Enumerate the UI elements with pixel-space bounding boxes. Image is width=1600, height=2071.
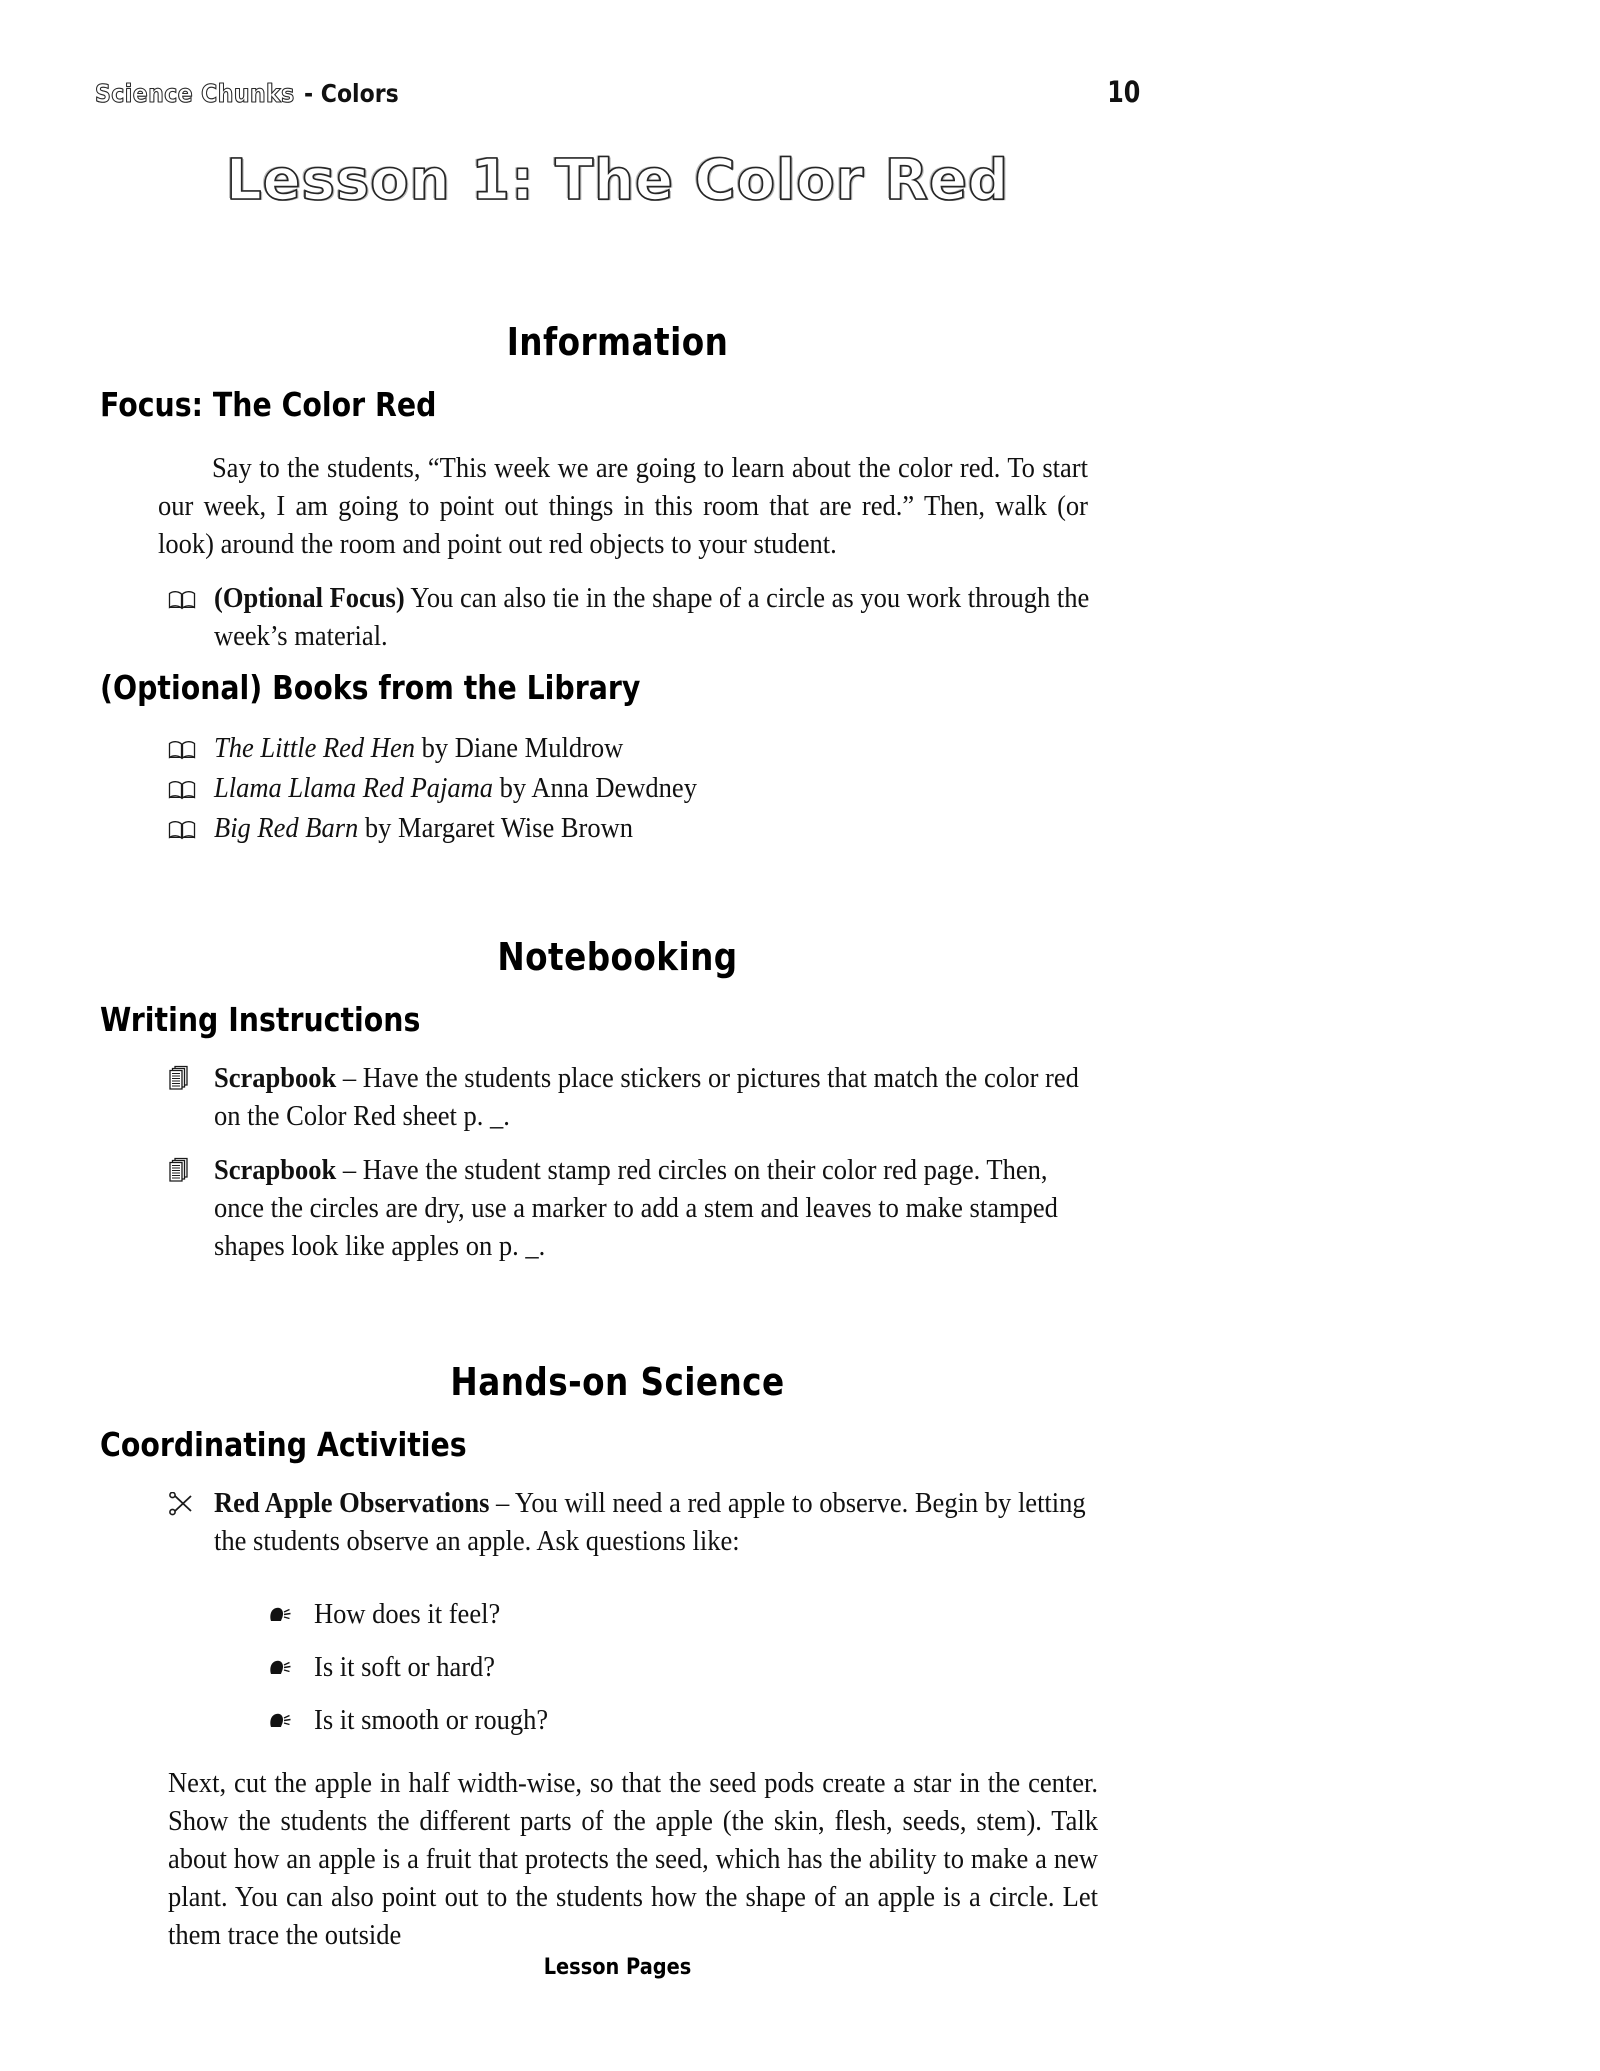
brand-subtitle: - Colors [303,79,399,108]
speaking-head-icon-svg [268,1658,294,1680]
speaking-head-icon [268,1649,314,1687]
library-book-item [168,810,1168,848]
library-book-text [214,810,1101,848]
section-heading-notebooking: Notebooking [497,935,738,979]
notebooking-item [168,1060,1168,1136]
brand-name: Science Chunks [95,79,295,108]
notebooking-item [168,1152,1168,1266]
question-item [268,1702,1168,1740]
book-title: The Little Red Hen [214,733,415,764]
book-title: Llama Llama Red Pajama [214,773,494,804]
question-item-text: Is it soft or hard? [314,1652,496,1683]
question-item-text: How does it feel? [314,1599,501,1630]
speaking-head-icon [268,1702,314,1740]
notebooking-item-label: Scrapbook [214,1063,337,1094]
activity-item-text [214,1485,1101,1561]
library-book-item [168,730,1168,768]
open-book-icon-svg [168,819,196,841]
section-heading-information: Information [506,320,729,364]
page-footer: Lesson Pages [543,1955,692,1980]
question-item [268,1649,1168,1687]
lesson-title: Lesson 1: The Color Red [225,148,1010,213]
stacked-pages-icon-svg [168,1065,192,1091]
notebooking-item-text [214,1152,1101,1266]
notebooking-item-body: Have the students place stickers or pictures that match the color red on the Color Red sheet p. _. [214,1063,1079,1132]
stacked-pages-icon-svg [168,1157,192,1183]
question-item-text: Is it smooth or rough? [314,1705,549,1736]
closing-paragraph: Next, cut the apple in half width-wise, so that the seed pods create a star in the center. Show the students the different parts of the apple (the skin, flesh, seeds, stem). Talk about how an apple is a fruit that protects the seed, which has the ability to make a new plant. You can also point out to the students how the shape of an apple is a circle. Let them trace the outside [168,1768,1098,1951]
notebooking-item-body: Have the student stamp red circles on their color red page. Then, once the circles are dry, use a marker to add a stem and leaves to make stamped shapes look like apples on p. _. [214,1155,1058,1262]
open-book-icon-svg [168,589,196,611]
book-byline: by Diane Muldrow [414,733,624,764]
subheading-library: (Optional) Books from the Library [100,668,641,707]
running-header [95,75,1140,119]
open-book-icon [168,810,214,848]
running-header-left [95,79,411,108]
subheading-coordinating-activities: Coordinating Activities [100,1425,467,1464]
scissors-icon-svg [168,1492,196,1516]
library-book-item [168,770,1168,808]
subheading-writing-instructions: Writing Instructions [100,1000,421,1039]
book-byline: by Margaret Wise Brown [358,813,634,844]
speaking-head-icon [268,1596,314,1634]
open-book-icon [168,730,214,768]
notebooking-item-dash: – [336,1063,363,1094]
open-book-icon [168,580,214,618]
optional-focus-body: You can also tie in the shape of a circle as you work through the week’s material. [214,583,1090,652]
focus-paragraph-text: Say to the students, “This week we are going to learn about the color red. To start our week, I am going to point out things in this room that are red.” Then, walk (or look) around the room and point out red objects to your student. [158,453,1088,560]
optional-focus-item [168,580,1168,656]
activity-item-label: Red Apple Observations [214,1488,490,1519]
focus-paragraph [158,450,1088,564]
activity-item-dash: – [489,1488,515,1519]
library-book-text [214,770,1101,808]
speaking-head-icon-svg [268,1605,294,1627]
activity-item-body: You will need a red apple to observe. Begin by letting the students observe an apple. Ask questions like: [214,1488,1086,1557]
optional-focus-text [214,580,1101,656]
stacked-pages-icon [168,1152,214,1190]
speaking-head-icon-svg [268,1711,294,1733]
notebooking-item-dash: – [336,1155,363,1186]
section-heading-hands-on-science: Hands-on Science [450,1360,785,1404]
open-book-icon-svg [168,779,196,801]
open-book-icon [168,770,214,808]
book-byline: by Anna Dewdney [493,773,697,804]
notebooking-item-label: Scrapbook [214,1155,337,1186]
subheading-focus: Focus: The Color Red [100,385,437,424]
question-item [268,1596,1168,1634]
library-book-text [214,730,1101,768]
activity-item [168,1485,1168,1561]
book-title: Big Red Barn [214,813,359,844]
scissors-icon [168,1485,214,1523]
open-book-icon-svg [168,739,196,761]
stacked-pages-icon [168,1060,214,1098]
page-number: 10 [1106,75,1140,109]
optional-focus-label: (Optional Focus) [214,583,405,614]
notebooking-item-text [214,1060,1101,1136]
